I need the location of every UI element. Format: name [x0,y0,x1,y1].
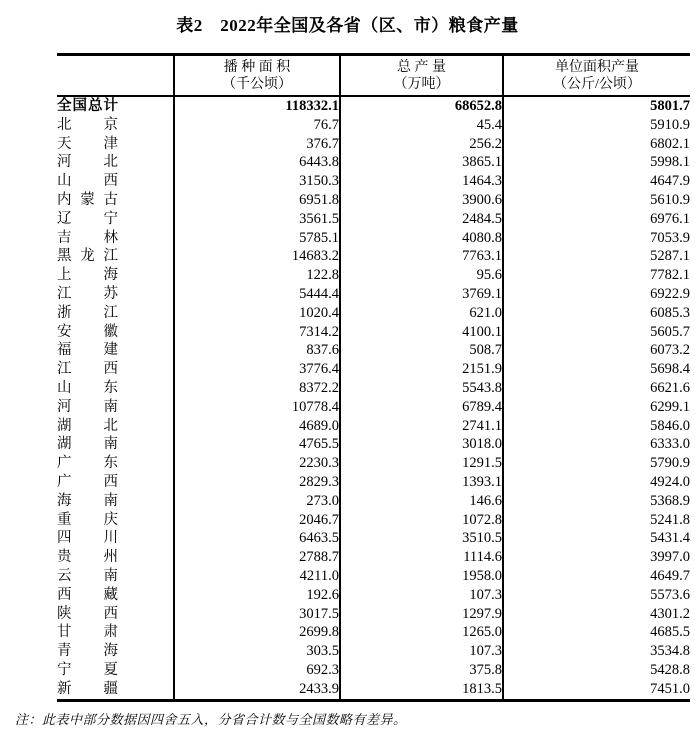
unit-yield-cell: 5846.0 [503,417,690,436]
unit-yield-cell: 3534.8 [503,642,690,661]
region-name: 安 徽 [57,323,118,340]
total-output-cell: 68652.8 [340,96,503,116]
region-name-cell [57,548,174,567]
unit-yield-cell: 6976.1 [503,210,690,229]
region-name: 上 海 [57,267,118,284]
unit-yield-cell: 6621.6 [503,379,690,398]
unit-yield-cell: 5610.9 [503,191,690,210]
region-name-cell [57,341,174,360]
total-output-cell: 3510.5 [340,529,503,548]
total-output-cell: 1813.5 [340,680,503,700]
total-output-cell: 256.2 [340,135,503,154]
region-name-cell [57,135,174,154]
table-row [57,680,690,700]
table-row [57,548,690,567]
region-name-cell [57,285,174,304]
region-name-cell [57,96,174,116]
sown-area-cell: 4211.0 [174,567,340,586]
region-name-cell [57,398,174,417]
region-name-cell [57,304,174,323]
table-row [57,642,690,661]
total-output-cell: 146.6 [340,492,503,511]
total-output-cell: 1958.0 [340,567,503,586]
region-name: 黑 龙 江 [57,248,118,265]
total-output-cell: 3865.1 [340,153,503,172]
region-name-cell [57,210,174,229]
table-row [57,135,690,154]
total-output-cell: 107.3 [340,642,503,661]
total-output-cell: 2151.9 [340,360,503,379]
region-name-cell [57,642,174,661]
region-name: 湖 南 [57,436,118,453]
region-name: 北 京 [57,116,118,133]
table-row [57,229,690,248]
sown-area-cell: 692.3 [174,661,340,680]
sown-area-cell: 3561.5 [174,210,340,229]
region-name: 福 建 [57,342,118,359]
region-name: 辽 宁 [57,210,118,227]
table-row [57,623,690,642]
total-output-cell: 1464.3 [340,172,503,191]
total-output-cell: 107.3 [340,586,503,605]
unit-yield-cell: 7053.9 [503,229,690,248]
total-output-cell: 7763.1 [340,247,503,266]
unit-yield-cell: 4647.9 [503,172,690,191]
region-name-cell [57,473,174,492]
column-title: 播 种 面 积 [223,60,291,75]
unit-yield-cell: 5801.7 [503,96,690,116]
total-output-cell: 3018.0 [340,435,503,454]
region-name: 河 北 [57,154,118,171]
region-name-cell [57,661,174,680]
sown-area-cell: 118332.1 [174,96,340,116]
table-row [57,379,690,398]
total-output-cell: 3769.1 [340,285,503,304]
sown-area-cell: 2788.7 [174,548,340,567]
unit-yield-cell: 6085.3 [503,304,690,323]
region-name: 陕 西 [57,605,118,622]
table-row [57,247,690,266]
header-row [57,55,690,97]
sown-area-cell: 3150.3 [174,172,340,191]
sown-area-cell: 2829.3 [174,473,340,492]
table-row [57,605,690,624]
total-output-cell: 3900.6 [340,191,503,210]
sown-area-cell: 273.0 [174,492,340,511]
sown-area-cell: 1020.4 [174,304,340,323]
table-body [57,96,690,700]
region-name: 宁 夏 [57,661,118,678]
region-name: 海 南 [57,492,118,509]
table-row [57,341,690,360]
sown-area-cell: 8372.2 [174,379,340,398]
sown-area-cell: 4765.5 [174,435,340,454]
unit-yield-cell: 6299.1 [503,398,690,417]
table-row [57,435,690,454]
region-name: 贵 州 [57,549,118,566]
total-output-cell: 1072.8 [340,511,503,530]
sown-area-cell: 2230.3 [174,454,340,473]
total-output-cell: 45.4 [340,116,503,135]
unit-yield-cell: 5241.8 [503,511,690,530]
table-note: 注：此表中部分数据因四舍五入，分省合计数与全国数略有差异。 [15,711,407,727]
total-output-cell: 508.7 [340,341,503,360]
unit-yield-cell: 5428.8 [503,661,690,680]
table-row [57,360,690,379]
region-name-cell [57,417,174,436]
sown-area-cell: 7314.2 [174,323,340,342]
region-name-cell [57,492,174,511]
region-name-cell [57,529,174,548]
unit-yield-cell: 5287.1 [503,247,690,266]
region-name-cell [57,605,174,624]
total-output-column-header [340,55,503,97]
unit-yield-cell: 6073.2 [503,341,690,360]
total-output-cell: 4100.1 [340,323,503,342]
region-name-cell [57,511,174,530]
region-name-cell [57,680,174,700]
table-row [57,473,690,492]
unit-yield-cell: 6802.1 [503,135,690,154]
total-output-cell: 2741.1 [340,417,503,436]
region-name-cell [57,454,174,473]
sown-area-cell: 4689.0 [174,417,340,436]
unit-yield-cell: 7782.1 [503,266,690,285]
region-name: 江 苏 [57,285,118,302]
region-name-cell [57,153,174,172]
table-row [57,511,690,530]
region-name: 吉 林 [57,229,118,246]
region-name-cell [57,323,174,342]
sown-area-cell: 837.6 [174,341,340,360]
sown-area-cell: 2433.9 [174,680,340,700]
table-header [57,55,690,97]
table-row [57,567,690,586]
region-name: 江 西 [57,361,118,378]
column-unit: （千公顷） [222,77,292,92]
region-name: 湖 北 [57,417,118,434]
region-name: 广 东 [57,455,118,472]
unit-yield-cell: 5698.4 [503,360,690,379]
sown-area-cell: 122.8 [174,266,340,285]
total-output-cell: 1393.1 [340,473,503,492]
total-output-cell: 375.8 [340,661,503,680]
unit-yield-cell: 6922.9 [503,285,690,304]
total-output-cell: 6789.4 [340,398,503,417]
region-name: 山 东 [57,379,118,396]
sown-area-cell: 376.7 [174,135,340,154]
region-column-header [57,55,174,97]
column-title: 单位面积产量 [555,60,639,75]
table-row [57,304,690,323]
unit-yield-cell: 5790.9 [503,454,690,473]
table-row [57,172,690,191]
region-name: 浙 江 [57,304,118,321]
unit-yield-cell: 4685.5 [503,623,690,642]
region-name-cell [57,586,174,605]
column-unit: （万吨） [393,77,450,92]
total-output-cell: 1114.6 [340,548,503,567]
sown-area-cell: 76.7 [174,116,340,135]
unit-yield-cell: 3997.0 [503,548,690,567]
total-output-cell: 1291.5 [340,454,503,473]
unit-yield-cell: 4649.7 [503,567,690,586]
unit-yield-cell: 5431.4 [503,529,690,548]
column-title: 总 产 量 [397,60,446,75]
grain-production-table [57,53,690,702]
table-row [57,398,690,417]
sown-area-cell: 192.6 [174,586,340,605]
region-name: 广 西 [57,473,118,490]
table-row [57,210,690,229]
sown-area-cell: 3776.4 [174,360,340,379]
total-output-cell: 5543.8 [340,379,503,398]
sown-area-cell: 6951.8 [174,191,340,210]
region-name-cell [57,172,174,191]
region-name-cell [57,623,174,642]
table-row [57,153,690,172]
total-output-cell: 1265.0 [340,623,503,642]
table-row [57,285,690,304]
unit-yield-cell: 4301.2 [503,605,690,624]
region-name: 甘 肃 [57,624,118,641]
table-row [57,586,690,605]
sown-area-cell: 303.5 [174,642,340,661]
region-name-cell [57,360,174,379]
region-name-cell [57,229,174,248]
region-name-cell [57,247,174,266]
region-name: 全国总计 [57,98,118,114]
region-name: 重 庆 [57,511,118,528]
total-output-cell: 621.0 [340,304,503,323]
grain-production-page [0,11,695,728]
region-name-cell [57,567,174,586]
region-name: 四 川 [57,530,118,547]
total-output-cell: 4080.8 [340,229,503,248]
table-row [57,417,690,436]
unit-yield-cell: 5998.1 [503,153,690,172]
sown-area-cell: 10778.4 [174,398,340,417]
sown-area-cell: 3017.5 [174,605,340,624]
region-name: 内 蒙 古 [57,191,118,208]
unit-yield-column-header [503,55,690,97]
region-name: 天 津 [57,135,118,152]
table-row [57,661,690,680]
total-output-cell: 2484.5 [340,210,503,229]
unit-yield-cell: 5910.9 [503,116,690,135]
region-name: 西 藏 [57,586,118,603]
region-name-cell [57,435,174,454]
sown-area-cell: 6463.5 [174,529,340,548]
sown-area-cell: 6443.8 [174,153,340,172]
region-name-cell [57,191,174,210]
sown-area-cell: 14683.2 [174,247,340,266]
page-title: 表2 2022年全国及各省（区、市）粮食产量 [176,16,519,35]
region-name: 新 疆 [57,680,118,697]
table-row [57,454,690,473]
region-name: 河 南 [57,398,118,415]
region-name: 青 海 [57,643,118,660]
table-row [57,266,690,285]
sown-area-column-header [174,55,340,97]
unit-yield-cell: 5605.7 [503,323,690,342]
unit-yield-cell: 6333.0 [503,435,690,454]
region-name: 云 南 [57,567,118,584]
region-name-cell [57,266,174,285]
total-output-cell: 95.6 [340,266,503,285]
region-name: 山 西 [57,173,118,190]
region-name-cell [57,379,174,398]
unit-yield-cell: 4924.0 [503,473,690,492]
table-row [57,323,690,342]
table-row [57,492,690,511]
unit-yield-cell: 5573.6 [503,586,690,605]
unit-yield-cell: 5368.9 [503,492,690,511]
sown-area-cell: 5785.1 [174,229,340,248]
unit-yield-cell: 7451.0 [503,680,690,700]
column-unit: （公斤/公顷） [553,77,641,92]
region-name-cell [57,116,174,135]
sown-area-cell: 2699.8 [174,623,340,642]
total-output-cell: 1297.9 [340,605,503,624]
table-row [57,529,690,548]
table-row [57,191,690,210]
sown-area-cell: 2046.7 [174,511,340,530]
table-row [57,116,690,135]
sown-area-cell: 5444.4 [174,285,340,304]
table-row [57,96,690,116]
